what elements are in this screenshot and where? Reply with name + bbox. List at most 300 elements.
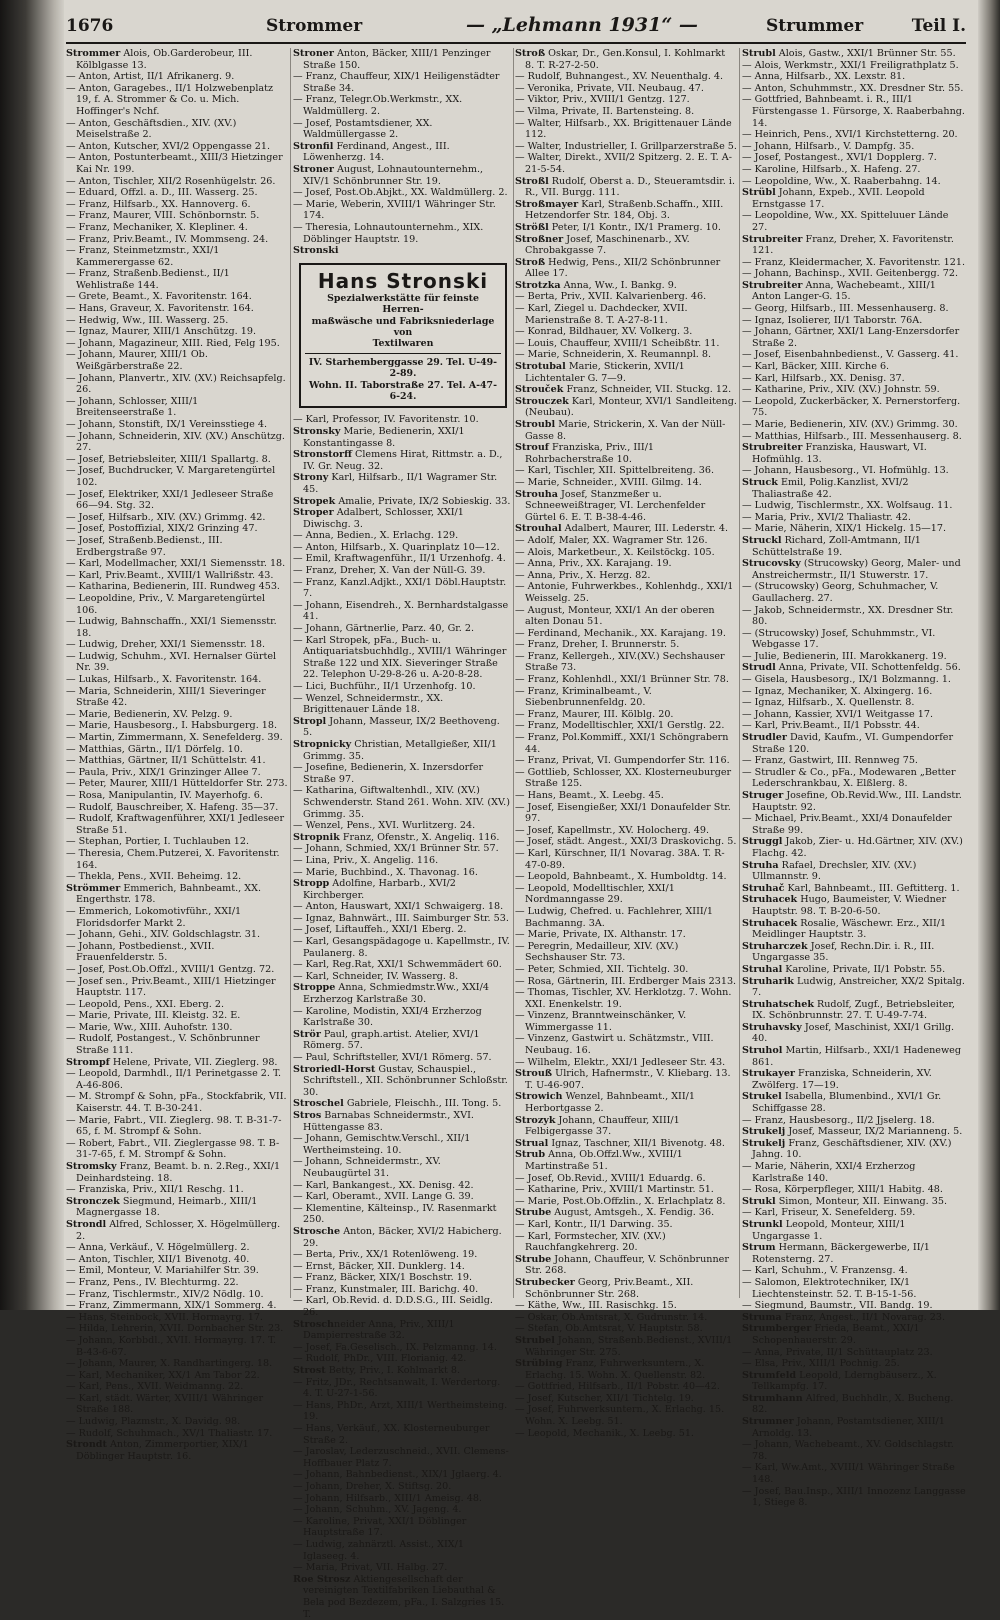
- page-right-edge: [978, 0, 1000, 1310]
- directory-entry: [66, 118, 288, 141]
- entry-surname: Strouczek: [515, 395, 569, 407]
- entry-text: — Ignaz, Maurer, XIII/1 Anschützg. 19.: [66, 326, 256, 338]
- directory-entry: [742, 790, 966, 813]
- directory-entry: [742, 1265, 966, 1277]
- directory-entry: [515, 71, 737, 83]
- entry-text: — Karl, Bankangest., XX. Denisg. 42.: [293, 1179, 474, 1191]
- directory-entry: [66, 1393, 288, 1416]
- entry-surname: Struhač: [742, 882, 785, 894]
- directory-entry: [66, 1184, 288, 1196]
- entry-text: — Franz, Bäcker, XIX/1 Boschstr. 19.: [293, 1272, 473, 1284]
- directory-entry: [66, 48, 288, 71]
- entry-text: — Jakob, Schneidermstr., XX. Dresdner Str. 80.: [742, 604, 954, 628]
- entry-text: — Vilma, Private, II. Bartensteing. 8.: [515, 105, 695, 117]
- directory-entry: [515, 257, 737, 280]
- entry-text: — Karl, Reg.Rat, XXI/1 Schwemmädert 60.: [293, 959, 502, 971]
- entry-surname: Stroner: [293, 48, 334, 59]
- entry-text: Adalbert, Schlosser, XXI/1 Diwischg. 3.: [303, 507, 464, 530]
- directory-entry: [293, 982, 511, 1005]
- entry-surname: Stroubl: [515, 419, 556, 430]
- entry-text: — Josef, Bau.Insp., XIII/1 Innozenz Langgasse 1, Stiege 8.: [742, 1485, 966, 1509]
- directory-entry: [293, 187, 511, 199]
- entry-text: — Theresia, Chem.Putzerei, X. Favoritenstr. 164.: [66, 847, 280, 871]
- directory-entry: [293, 901, 511, 913]
- directory-entry: [293, 1180, 511, 1192]
- directory-entry: [742, 1184, 966, 1196]
- directory-entry: [66, 732, 288, 744]
- directory-entry: [515, 1231, 737, 1254]
- directory-entry: [66, 744, 288, 756]
- entry-text: Ulrich, Hafnermstr., V. Kliebarg. 13. T. U-46-907.: [525, 1068, 731, 1091]
- directory-entry: [742, 361, 966, 373]
- directory-entry: [742, 164, 966, 176]
- directory-entry: [515, 1196, 737, 1208]
- directory-entry: [515, 199, 737, 222]
- entry-text: — Karl, Friseur, X. Senefelderg. 59.: [742, 1207, 916, 1219]
- entry-text: — (Strucowsky) Georg, Schuhmacher, V. Gaullacherg. 27.: [742, 581, 939, 604]
- directory-entry: [66, 1033, 288, 1056]
- entry-text: — Josef, Liftauffeh., XXI/1 Eberg. 2.: [293, 924, 467, 936]
- entry-text: — Ludwig, Chefred. u. Fachlehrer, XIII/1 Bachmanng. 3A.: [515, 905, 714, 929]
- entry-text: — Hans, Beamt., X. Leebg. 45.: [515, 790, 664, 801]
- directory-entry: [293, 635, 511, 681]
- entry-surname: Strotubal: [515, 361, 566, 373]
- entry-text: — Rudolf, Buhnangest., XV. Neuenthalg. 4.: [515, 71, 724, 83]
- directory-entry: [742, 477, 966, 500]
- directory-entry: [66, 906, 288, 929]
- entry-text: — Gisela, Hausbesorg., IX/1 Bolzmanng. 1.: [742, 674, 951, 686]
- entry-text: Marie, Stickerin, XVII/1 Lichtentaler G. 7—9.: [525, 361, 685, 384]
- directory-entry: [515, 1173, 737, 1185]
- entry-text: — Vinzenz, Branntweinschänker, V. Wimmergasse 11.: [515, 1010, 687, 1033]
- directory-entry: [742, 384, 966, 396]
- entry-text: Ferdinand, Angest., III. Löwenherzg. 14.: [303, 140, 450, 164]
- entry-surname: Stronstorff: [293, 449, 352, 461]
- directory-entry: [66, 373, 288, 396]
- entry-text: — Johann, Maurer, XIII/1 Ob. Weißgärberstraße 22.: [66, 349, 208, 373]
- directory-entry: [515, 234, 737, 257]
- directory-entry: [66, 616, 288, 639]
- header-first-name: Strommer: [266, 16, 363, 36]
- entry-text: Franziska, Hauswart, VI. Hofmühlg. 13.: [752, 442, 927, 465]
- directory-entry: [66, 767, 288, 779]
- entry-text: — Maria, Priv., XVI/2 Thaliastr. 42.: [742, 511, 911, 523]
- entry-text: — Josef, Postoffizial, XIX/2 Grinzing 47.: [66, 523, 258, 535]
- entry-text: Josefine, Ob.Revid.Ww., III. Landstr. Hauptstr. 92.: [752, 790, 962, 813]
- directory-entry: [66, 883, 288, 906]
- directory-entry: [742, 1068, 966, 1091]
- directory-entry: [742, 860, 966, 883]
- entry-text: — Marie, Private, IX. Althanstr. 17.: [515, 929, 686, 941]
- directory-entry: [293, 1295, 511, 1318]
- entry-text: — Karl, Modellmacher, XXI/1 Siemensstr. 18.: [66, 558, 286, 570]
- entry-text: Jakob, Zier- u. Hd.Gärtner, XIV. (XV.) Flachg. 42.: [752, 836, 963, 859]
- directory-entry: [515, 1393, 737, 1405]
- entry-text: — Franz, Hausbesorg., II/2 Jjselerg. 18.: [742, 1114, 935, 1126]
- directory-entry: [66, 755, 288, 767]
- directory-entry: [515, 419, 737, 442]
- entry-text: — Josef, Postamtsdiener, XX. Waldmüllergasse 2.: [293, 117, 433, 141]
- entry-surname: Strukelj: [742, 1126, 786, 1138]
- directory-entry: [515, 1381, 737, 1393]
- directory-entry: [742, 767, 966, 790]
- entry-text: — Marie, Schneider., XVIII. Gilmg. 14.: [515, 476, 702, 488]
- entry-surname: Struck: [742, 476, 778, 488]
- entry-text: Barnabas Schneidermstr., XVI. Hüttengasse 83.: [303, 1109, 474, 1133]
- entry-text: — Berta, Priv., XX/1 Rotenlöweng. 19.: [293, 1249, 478, 1261]
- entry-text: — Katharine, Priv., XVIII/1 Martinstr. 51.: [515, 1184, 714, 1196]
- entry-text: Rudolf, Oberst a. D., Steueramtsdir. i. R., VII. Burgg. 111.: [525, 175, 736, 199]
- entry-text: — Leopold, Zuckerbäcker, X. Pernerstorferg. 75.: [742, 395, 961, 419]
- entry-text: — Leopold, Modelltischler, XXI/1 Nordmanngasse 29.: [515, 882, 675, 906]
- directory-entry: [66, 512, 288, 524]
- directory-entry: [66, 431, 288, 454]
- entry-surname: Struhavsky: [742, 1021, 802, 1033]
- entry-text: — Eduard, Offzl. a. D., III. Wasserg. 25.: [66, 187, 258, 199]
- entry-text: — Karl, Formstecher, XIV. (XV.) Rauchfangkehrerg. 20.: [515, 1230, 666, 1254]
- entry-text: Ignaz, Taschner, XII/1 Bivenotg. 48.: [548, 1137, 725, 1149]
- entry-text: — Katharina, Giftwaltenhdl., XIV. (XV.) Schwenderstr. Stand 261. Wohn. XIV. (XV.) Grimmg. 35.: [293, 785, 510, 820]
- entry-text: — Karl, Oberamt., XVII. Lange G. 39.: [293, 1191, 474, 1203]
- entry-text: — Berta, Priv., XVII. Kalvarienberg. 46.: [515, 291, 707, 303]
- column-4: [742, 48, 966, 1509]
- directory-entry: [515, 1428, 737, 1440]
- directory-entry: [742, 234, 966, 257]
- entry-surname: Stronski: [293, 245, 339, 257]
- directory-entry: [515, 709, 737, 721]
- directory-entry: [66, 1300, 288, 1312]
- directory-entry: [66, 929, 288, 941]
- directory-entry: [742, 1115, 966, 1127]
- entry-text: — Anna, Priv., X. Herzg. 82.: [515, 569, 651, 581]
- directory-entry: [293, 1342, 511, 1354]
- entry-text: — Leopold, Bahnbeamt., X. Humboldtg. 14.: [515, 871, 727, 883]
- entry-text: Anna, Private, VII. Schottenfeldg. 56.: [775, 662, 961, 674]
- entry-text: — Johann, Gehi., XIV. Goldschlagstr. 31.: [66, 929, 261, 941]
- directory-entry: [293, 1203, 511, 1226]
- entry-surname: Stropl: [293, 715, 327, 727]
- entry-text: — Michael, Priv.Beamt., XXI/4 Donaufelder Straße 99.: [742, 813, 952, 836]
- entry-text: — Josef, Postangest., XVI/1 Dopplerg. 7.: [742, 152, 937, 164]
- entry-text: Josef, Stanzmeßer u. Schneeweißtrager, VI. Lerchenfelder Gürtel 6. E. T. B-38-4-46.: [525, 488, 706, 523]
- directory-entry: [293, 855, 511, 867]
- entry-text: — Viktor, Priv., XVIII/1 Gentzg. 127.: [515, 94, 690, 106]
- entry-text: Leopold, Lderngbäuserz., X. Tellkampfg. 17.: [752, 1369, 937, 1393]
- directory-entry: [742, 60, 966, 72]
- entry-text: — Heinrich, Pens., XVI/1 Kirchstetterng. 20.: [742, 129, 958, 141]
- directory-entry: [742, 755, 966, 767]
- directory-entry: [742, 465, 966, 477]
- entry-text: — Franz, Steinmetzmstr., XXI/1 Kammerergasse 62.: [66, 245, 220, 268]
- entry-text: Alfred, Buchhdlr., X. Bucheng. 82.: [752, 1392, 954, 1416]
- directory-entry: [66, 836, 288, 848]
- directory-entry: [515, 303, 737, 326]
- entry-surname: Strouha: [515, 488, 558, 500]
- directory-entry: [515, 964, 737, 976]
- directory-entry: [515, 1115, 737, 1138]
- directory-entry: [515, 442, 737, 465]
- directory-entry: [293, 1110, 511, 1133]
- directory-entry: [66, 1370, 288, 1382]
- entry-text: — Ignaz, Hilfsarb., X. Quellenstr. 8.: [742, 697, 915, 709]
- entry-text: — Josef, Buchdrucker, V. Margaretengürtel 102.: [66, 465, 276, 488]
- entry-text: — Leopold, Mechanik., X. Leebg. 51.: [515, 1427, 694, 1439]
- directory-entry: [293, 1353, 511, 1365]
- directory-entry: [66, 291, 288, 303]
- directory-entry: [742, 500, 966, 512]
- entry-surname: Stroßner: [515, 233, 564, 245]
- directory-entry: [515, 280, 737, 292]
- entry-text: Betty, Priv., I. Kohlmarkt 8.: [325, 1365, 461, 1377]
- directory-columns: [66, 48, 966, 1620]
- entry-text: — Josef, Elektriker, XXI/1 Jedleseer Straße 66—94. Stg. 32.: [66, 488, 274, 512]
- entry-text: — Adolf, Maler, XX. Wagramer Str. 126.: [515, 534, 708, 546]
- entry-text: — Thekla, Pens., XVII. Beheimg. 12.: [66, 871, 242, 883]
- entry-text: — Marie, Private, III. Kleistg. 32. E.: [66, 1010, 241, 1022]
- entry-text: — Marie, Hausbesorg., I. Habsburgerg. 18.: [66, 720, 278, 732]
- entry-text: — Anna, Hilfsarb., XX. Lexstr. 81.: [742, 71, 906, 83]
- entry-text: — Franz, Kunstmaler, III. Barichg. 40.: [293, 1283, 479, 1295]
- directory-entry: [742, 1486, 966, 1509]
- directory-entry: [66, 465, 288, 488]
- entry-text: — Anton, Tischler, XII/1 Bivenotg. 40.: [66, 1253, 250, 1265]
- directory-entry: [293, 71, 511, 94]
- directory-entry: [742, 1242, 966, 1265]
- directory-entry: [66, 1428, 288, 1440]
- entry-text: — Georg, Hilfsarb., III. Messenhauserg. 8.: [742, 303, 949, 315]
- directory-entry: [742, 523, 966, 535]
- directory-entry: [515, 222, 737, 234]
- directory-entry: [293, 449, 511, 472]
- entry-surname: Stropp: [293, 878, 330, 890]
- entry-text: Alois, Gastw., XXI/1 Brünner Str. 55.: [775, 48, 956, 59]
- directory-entry: [515, 825, 737, 837]
- directory-entry: [293, 1574, 511, 1620]
- entry-text: — Emil, Monteur, V. Mariahilfer Str. 39.: [66, 1265, 259, 1277]
- directory-entry: [742, 1323, 966, 1346]
- directory-entry: [293, 1446, 511, 1469]
- directory-entry: [66, 813, 288, 836]
- entry-text: — Rosa, Gärtnerin, III. Erdberger Mais 2313.: [515, 975, 737, 987]
- directory-entry: [515, 848, 737, 871]
- directory-entry: [515, 547, 737, 559]
- directory-entry: [515, 94, 737, 106]
- entry-surname: Strukayer: [742, 1068, 795, 1080]
- entry-text: — Siegmund, Baumstr., VII. Bandg. 19.: [742, 1300, 933, 1312]
- entry-text: — Franz, Kanzl.Adjkt., XXI/1 Döbl.Hauptstr. 7.: [293, 576, 507, 600]
- directory-entry: [742, 71, 966, 83]
- entry-text: — Johann, Gärtnerlie, Parz. 40, Gr. 2.: [293, 623, 475, 635]
- entry-text: Frieda, Beamt., XXI/1 Schopenhauerstr. 29.: [752, 1323, 920, 1346]
- directory-entry: [515, 883, 737, 906]
- entry-text: — Karoline, Privat, XXI/1 Döblinger Hauptstraße 17.: [293, 1515, 467, 1539]
- entry-text: — Karl, Ob.Revid. d. D.D.S.G., III. Seidlg. 26.: [293, 1295, 493, 1319]
- directory-entry: [742, 883, 966, 895]
- entry-surname: Strouhal: [515, 523, 562, 535]
- entry-text: — Matthias, Gärtner, II/1 Schüttelstr. 41.: [66, 755, 266, 767]
- ad-address: Wohn. II. Taborstraße 27. Tel. A-47-6-24.: [309, 379, 497, 402]
- directory-entry: [515, 1335, 737, 1358]
- directory-entry: [293, 1249, 511, 1261]
- entry-text: — Josef, Fuhrwerksuntern., X. Erlachg. 15. Wohn. X. Leebg. 51.: [515, 1404, 725, 1428]
- entry-text: — Walter, Industrieller, I. Grillparzerstraße 5.: [515, 140, 737, 152]
- entry-surname: Stropek: [293, 495, 336, 507]
- directory-entry: [293, 600, 511, 623]
- entry-text: — Johann, Schneidermstr., XV. Neubaugürtel 31.: [293, 1156, 441, 1179]
- entry-text: Oskar, Dr., Gen.Konsul, I. Kohlmarkt 8. T. R-27-2-50.: [525, 48, 726, 71]
- entry-text: — Strudler & Co., pFa., Modewaren „Better Lederschrankbau, X. Elßlerg. 8.: [742, 766, 956, 790]
- entry-text: — Karl, Ww.Amt., XVIII/1 Währinger Straße 148.: [742, 1462, 955, 1486]
- directory-entry: [293, 913, 511, 925]
- entry-text: — Martin, Zimmermann, X. Senefelderg. 39.: [66, 732, 283, 744]
- directory-entry: [66, 1091, 288, 1114]
- entry-surname: Strouf: [515, 442, 549, 454]
- entry-text: — Karl, Schuhm., V. Franzensg. 4.: [742, 1265, 908, 1277]
- directory-entry: [293, 577, 511, 600]
- entry-text: Anna, Ww., I. Bankg. 9.: [560, 279, 677, 291]
- directory-entry: [293, 141, 511, 164]
- header-title: — „Lehmann 1931“ —: [466, 14, 698, 36]
- directory-entry: [293, 971, 511, 983]
- entry-text: — (Strucowsky) Josef, Schuhmmstr., VI. Webgasse 17.: [742, 627, 936, 651]
- directory-entry: [515, 941, 737, 964]
- entry-surname: Strübl: [742, 187, 776, 199]
- entry-text: Richard, Zoll-Amtmann, II/1 Schüttelstraße 19.: [752, 534, 921, 558]
- directory-entry: [742, 48, 966, 60]
- directory-entry: [293, 94, 511, 117]
- entry-text: — Johann, Gemischtw.Verschl., XII/1 Wertheimsteing. 10.: [293, 1133, 471, 1156]
- directory-entry: [293, 222, 511, 245]
- entry-text: — Johann, Hausbesorg., VI. Hofmühlg. 13.: [742, 465, 949, 477]
- ad-line: Textilwaren: [372, 338, 434, 350]
- entry-text: — Karl, Hilfsarb., XX. Denisg. 37.: [742, 372, 905, 384]
- directory-entry: [293, 1423, 511, 1446]
- entry-text: Emil, Polig.Kanzlist, XVI/2 Thaliastraße 42.: [752, 476, 909, 500]
- directory-entry: [66, 303, 288, 315]
- entry-text: neider Anna, Priv., XIII/1 Dampierrestraße 32.: [303, 1318, 455, 1342]
- entry-surname: Strube: [515, 1207, 552, 1219]
- directory-entry: [66, 396, 288, 419]
- entry-surname: Strumfeld: [742, 1369, 797, 1381]
- entry-surname: Stropnik: [293, 831, 340, 843]
- entry-surname: Stroschel: [293, 1098, 344, 1110]
- directory-entry: [742, 1207, 966, 1219]
- directory-entry: [293, 1156, 511, 1179]
- entry-text: — Karl, städt. Wärter, XVIII/1 Währinger Straße 188.: [66, 1392, 264, 1416]
- entry-text: — Anton, Tischler, XII/2 Rosenhügelstr. 26.: [66, 175, 276, 187]
- entry-text: — Anna, Bedien., X. Erlachg. 129.: [293, 530, 459, 542]
- directory-entry: [515, 836, 737, 848]
- directory-entry: [293, 496, 511, 508]
- entry-text: — Rosa, Manipulantin, IV. Mayerhofg. 6.: [66, 790, 263, 801]
- entry-text: — Josef, Kutscher, XII/1 Tichtelg. 19.: [515, 1392, 694, 1404]
- directory-entry: [66, 489, 288, 512]
- entry-text: — Rudolf, Kraftwagenführer, XXI/1 Jedleseer Straße 51.: [66, 813, 285, 836]
- directory-entry: [742, 396, 966, 419]
- entry-text: Karl, Bahnbeamt., III. Geftitterg. 1.: [784, 882, 960, 894]
- entry-text: — Thomas, Tischler, XV. Herklotzg. 7. Wohn. XXI. Enenkelstr. 19.: [515, 987, 732, 1010]
- directory-entry: [742, 152, 966, 164]
- entry-text: Franz, Fuhrwerksuntern., X. Erlachg. 15. Wohn. X. Quellenstr. 82.: [525, 1358, 706, 1381]
- directory-entry: [293, 924, 511, 936]
- entry-surname: Strozyk: [515, 1114, 556, 1126]
- directory-entry: [515, 176, 737, 199]
- directory-entry: [66, 210, 288, 222]
- directory-entry: [515, 361, 737, 384]
- entry-surname: Strommer: [66, 48, 121, 59]
- entry-text: — Johann, Schuhm., XV. Jageng. 4.: [293, 1504, 462, 1516]
- entry-text: — Franz, Pens., IV. Blechturmg. 22.: [66, 1276, 239, 1288]
- entry-text: — Franz, Maurer, VIII. Schönbornstr. 5.: [66, 210, 260, 222]
- entry-text: Johann, Masseur, IX/2 Beethoveng. 5.: [303, 715, 500, 739]
- entry-surname: Roe Strosz: [293, 1573, 351, 1585]
- entry-text: — Anton, Artist, II/1 Afrikanerg. 9.: [66, 71, 235, 83]
- entry-text: Franz, Beamt. b. n. 2.Reg., XXI/1 Deinhardsteing. 18.: [76, 1161, 281, 1184]
- entry-text: — Matthias, Hilfsarb., III. Messenhauserg. 8.: [742, 430, 962, 442]
- entry-surname: Strubreiter: [742, 233, 803, 245]
- directory-entry: [742, 662, 966, 674]
- directory-entry: [742, 709, 966, 721]
- entry-surname: Strouß: [515, 1068, 553, 1080]
- entry-surname: Stroß: [515, 256, 546, 268]
- directory-entry: [515, 976, 737, 988]
- entry-surname: Strubel: [515, 1334, 555, 1346]
- directory-entry: [515, 396, 737, 419]
- directory-entry: [515, 1219, 737, 1231]
- entry-text: — Rosa, Körperpfleger, XIII/1 Habitg. 48.: [742, 1184, 943, 1196]
- entry-surname: Struggl: [742, 836, 783, 848]
- directory-entry: [66, 1323, 288, 1335]
- directory-entry: [515, 106, 737, 118]
- entry-text: Rafael, Drechsler, XIV. (XV.) Ullmannstr. 9.: [752, 859, 917, 883]
- directory-entry: [293, 693, 511, 716]
- directory-entry: [66, 83, 288, 118]
- directory-entry: [515, 1138, 737, 1150]
- entry-text: — Josefine, Bedienerin, X. Inzersdorfer Straße 97.: [293, 762, 484, 785]
- directory-entry: [742, 94, 966, 129]
- entry-text: — Leopoldine, Ww., X. Raaberbahng. 14.: [742, 175, 941, 187]
- entry-surname: Stroßl: [515, 175, 549, 187]
- entry-text: — Leopoldine, Ww., XX. Spitteluuer Lände 27.: [742, 210, 949, 233]
- entry-text: Helene, Private, VII. Zieglerg. 98.: [109, 1056, 278, 1068]
- directory-entry: [293, 118, 511, 141]
- entry-text: — Ludwig, zahnärztl. Assist., XIX/1 Iglaseeg. 4.: [293, 1538, 464, 1562]
- entry-text: — Karl, Tischler, XII. Spittelbreiteng. 36.: [515, 465, 715, 477]
- directory-entry: [66, 720, 288, 732]
- entry-text: — Ignaz, Bahnwärt., III. Saimburger Str. 53.: [293, 912, 509, 924]
- directory-entry: [293, 414, 511, 426]
- entry-surname: Stroß: [515, 48, 546, 59]
- entry-surname: Strömmer: [66, 882, 121, 894]
- directory-entry: [742, 1219, 966, 1242]
- entry-text: — Josef, Eisenbahnbedienst., V. Gasserg. 41.: [742, 349, 959, 361]
- entry-text: — Franziska, Priv., XII/1 Reschg. 11.: [66, 1184, 244, 1196]
- entry-text: Johann, Chauffeur, V. Schönbrunner Str. 268.: [525, 1253, 729, 1277]
- entry-text: — Karl, Kürschner, II/1 Novarag. 38A. T. R-47-0-89.: [515, 847, 725, 871]
- entry-text: — Josef, städt. Angest., XXI/3 Draskovichg. 5.: [515, 836, 737, 848]
- entry-surname: Strunkl: [742, 1218, 783, 1230]
- directory-entry: [293, 832, 511, 844]
- entry-text: Anna, Ob.Offzl.Ww., XVIII/1 Martinstraße 51.: [525, 1149, 683, 1172]
- directory-entry: [293, 1400, 511, 1423]
- entry-text: — Karl, Priv.Beamt., II/1 Pobsstr. 44.: [742, 720, 920, 732]
- entry-text: — Karl, Professor, IV. Favoritenstr. 10.: [293, 414, 479, 426]
- entry-text: — Franz, Tischlermstr., XIV/2 Nödlg. 10.: [66, 1288, 264, 1300]
- entry-text: — Paula, Priv., XIX/1 Grinzinger Allee 7.: [66, 766, 261, 778]
- entry-text: — Jaroslav, Lederzuschneid., XVII. Clemens-Hoffbauer Platz 7.: [293, 1446, 509, 1469]
- entry-surname: Strub: [515, 1149, 546, 1161]
- directory-entry: [293, 878, 511, 901]
